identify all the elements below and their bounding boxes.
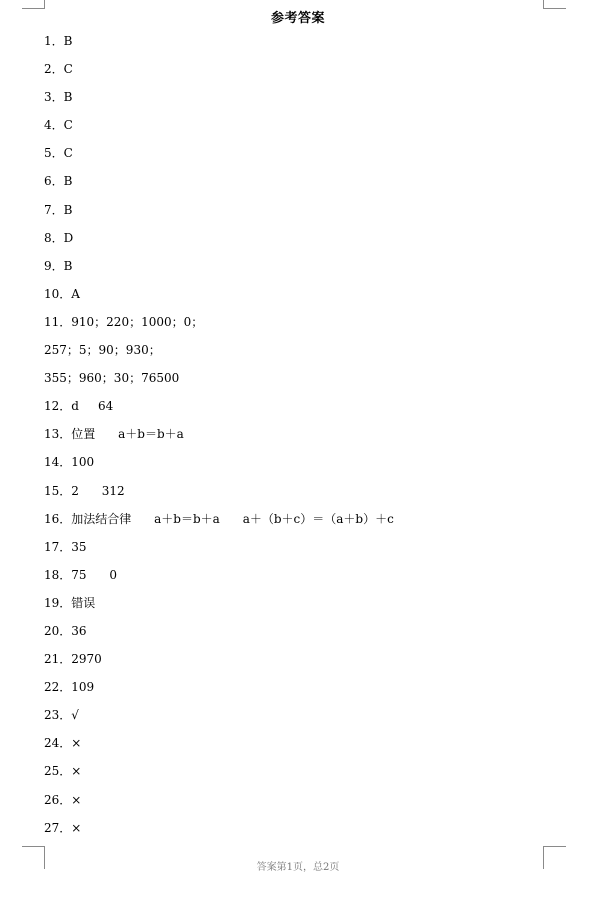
answer-line: 355；960；30；76500 [44,371,180,386]
answer-line: 20．36 [44,623,87,638]
answer-line: 9．B [44,258,73,273]
answer-line: 15．2 312 [44,483,125,498]
answer-line: 26．× [44,792,82,807]
answer-line: 16．加法结合律 a＋b＝b＋a a＋（b＋c）＝（a＋b）＋c [44,511,394,526]
answer-line: 21．2970 [44,652,102,667]
answer-line: 24．× [44,736,82,751]
answer-line: 2．C [44,62,73,77]
answer-line: 22．109 [44,680,95,695]
answer-line: 12．d 64 [44,399,114,414]
answer-line: 27．× [44,820,82,835]
answer-line: 1．B [44,34,73,48]
answer-line: 25．× [44,764,82,779]
answer-line: 5．C [44,146,73,161]
answer-line: 3．B [44,90,73,105]
answer-line: 6．B [44,174,73,189]
answer-line: 10．A [44,286,80,301]
answer-line: 4．C [44,118,73,133]
answer-line: 19．错误 [44,595,96,610]
answer-list [44,32,394,847]
answer-line: 7．B [44,202,73,217]
page-title: 参考答案 [270,11,325,26]
answer-line: 257；5；90；930； [44,343,161,358]
answer-line: 17．35 [44,539,87,554]
answer-line: 14．100 [44,455,95,470]
answer-line: 18．75 0 [44,567,118,582]
answer-line: 8．D [44,230,74,245]
answer-line: 11．910；220；1000；0； [44,314,204,329]
page-footer: 答案第1页，总2页 [256,862,340,873]
answer-line: 23．√ [44,708,79,723]
answer-line: 13．位置 a＋b＝b＋a [44,427,184,442]
